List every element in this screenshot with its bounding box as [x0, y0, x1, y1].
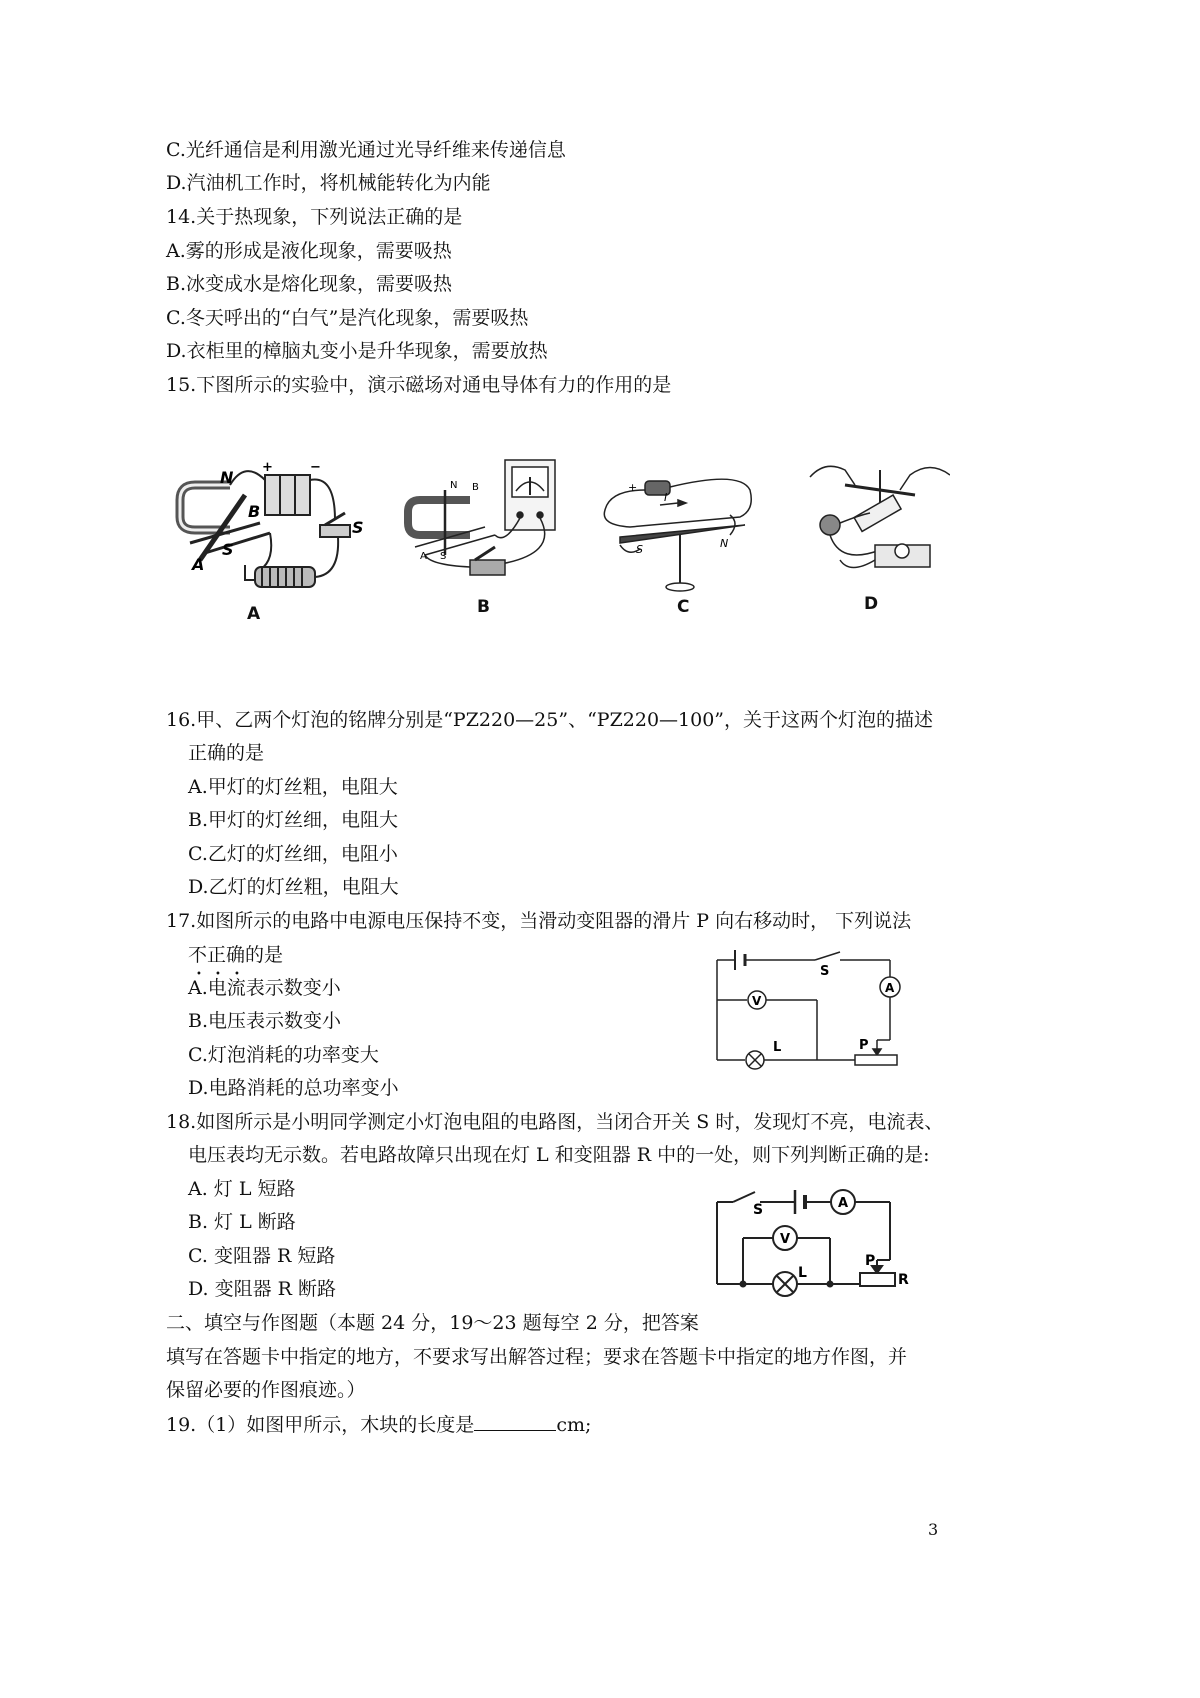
q14-option-a: A.雾的形成是液化现象，需要吸热 [166, 240, 452, 262]
q14-option-b: B.冰变成水是熔化现象，需要吸热 [166, 273, 453, 295]
q16-stem-line-1: 16.甲、乙两个灯泡的铭牌分别是“PZ220—25”、“PZ220—100”，关于这两个灯泡的描述 [166, 709, 934, 731]
q17-stem-line-1: 17.如图所示的电路中电源电压保持不变，当滑动变阻器的滑片 P 向右移动时， 下列说法 [166, 910, 912, 932]
q17-label-a: A [885, 981, 895, 995]
q15-figure-a [170, 455, 370, 605]
q15-label-c: C [677, 597, 690, 617]
q17-option-b: B.电压表示数变小 [188, 1010, 342, 1032]
q17-option-c: C.灯泡消耗的功率变大 [188, 1044, 379, 1066]
q16-option-c: C.乙灯的灯丝细，电阻小 [188, 843, 398, 865]
fig-c-mark-i: I [664, 491, 668, 504]
q18-option-b: B. 灯 L 断路 [188, 1211, 296, 1233]
q18-option-c: C. 变阻器 R 短路 [188, 1245, 336, 1267]
fig-c-mark-s: S [636, 543, 643, 556]
q13-option-d: D.汽油机工作时，将机械能转化为内能 [166, 172, 491, 194]
fig-a-mark-plus: + [262, 460, 273, 475]
q16-option-d: D.乙灯的灯丝粗，电阻大 [188, 876, 399, 898]
q15-label-a: A [247, 604, 261, 624]
q18-label-r: R [898, 1272, 909, 1288]
q17-stem-line-2: 不正确 • • • 的是 [188, 944, 284, 980]
q15-stem: 15.下图所示的实验中，演示磁场对通电导体有力的作用的是 [166, 374, 672, 396]
q17-label-l: L [773, 1040, 782, 1055]
section2-heading-line-2: 填写在答题卡中指定的地方，不要求写出解答过程；要求在答题卡中指定的地方作图，并 [166, 1346, 908, 1368]
q18-label-l: L [798, 1265, 807, 1281]
q17-option-a: A.电流表示数变小 [188, 977, 341, 999]
fig-b-mark-s: S [440, 551, 447, 562]
q16-stem-line-2: 正确的是 [188, 742, 265, 764]
q17-label-v: V [752, 994, 762, 1008]
q18-stem-line-2: 电压表均无示数。若电路故障只出现在灯 L 和变阻器 R 中的一处，则下列判断正确的是: [188, 1144, 930, 1166]
q18-circuit-diagram [705, 1180, 920, 1300]
q18-label-s: S [753, 1202, 764, 1218]
q17-label-p: P [859, 1038, 869, 1053]
fig-b-mark-n: N [450, 480, 458, 491]
q16-option-a: A.甲灯的灯丝粗，电阻大 [188, 776, 398, 798]
page-number: 3 [928, 1520, 939, 1539]
fig-b-mark-a: A [420, 551, 427, 562]
q17-circuit-diagram [705, 945, 905, 1075]
q18-junction-left [740, 1281, 747, 1288]
fig-c-mark-n: N [720, 537, 729, 550]
section2-heading-line-1: 二、填空与作图题（本题 24 分，19～23 题每空 2 分，把答案 [166, 1312, 699, 1334]
q14-option-d: D.衣柜里的樟脑丸变小是升华现象，需要放热 [166, 340, 548, 362]
q18-option-a: A. 灯 L 短路 [188, 1178, 296, 1200]
q14-option-c: C.冬天呼出的“白气”是汽化现象，需要吸热 [166, 307, 529, 329]
fig-a-mark-b: B [248, 502, 261, 521]
q15-figure-b [400, 455, 580, 590]
q15-figure-d [800, 455, 950, 590]
q15-label-d: D [864, 594, 879, 614]
q19-stem: 19.（1）如图甲所示，木块的长度是 cm; [166, 1414, 592, 1436]
fig-b-mark-b: B [472, 482, 479, 493]
q17-emphasis-not-correct: 不正确 • • • [188, 944, 246, 980]
section2-heading-line-3: 保留必要的作图痕迹。） [166, 1379, 366, 1401]
q18-label-v: V [780, 1232, 791, 1247]
q13-option-c: C.光纤通信是利用激光通过光导纤维来传递信息 [166, 139, 566, 161]
q16-option-b: B.甲灯的灯丝细，电阻大 [188, 809, 399, 831]
q18-option-d: D. 变阻器 R 断路 [188, 1278, 337, 1300]
fig-a-mark-n: N [220, 468, 234, 487]
fig-c-mark-plus: + [628, 481, 638, 494]
q15-figure-c [600, 465, 760, 600]
fig-a-mark-a: A [192, 555, 205, 574]
q19-answer-blank[interactable] [474, 1412, 556, 1431]
q18-stem-line-1: 18.如图所示是小明同学测定小灯泡电阻的电路图，当闭合开关 S 时，发现灯不亮，电流表、 [166, 1111, 944, 1133]
fig-a-mark-s-switch: S [352, 518, 364, 537]
q18-junction-right [827, 1281, 834, 1288]
q18-label-a: A [838, 1196, 849, 1211]
q18-label-p: P [865, 1253, 876, 1269]
fig-a-mark-s-magnet: S [222, 540, 234, 559]
q14-stem: 14.关于热现象，下列说法正确的是 [166, 206, 463, 228]
q17-option-d: D.电路消耗的总功率变小 [188, 1077, 399, 1099]
q17-label-s: S [820, 964, 830, 979]
fig-a-mark-minus: − [310, 460, 321, 475]
q15-label-b: B [477, 597, 490, 617]
